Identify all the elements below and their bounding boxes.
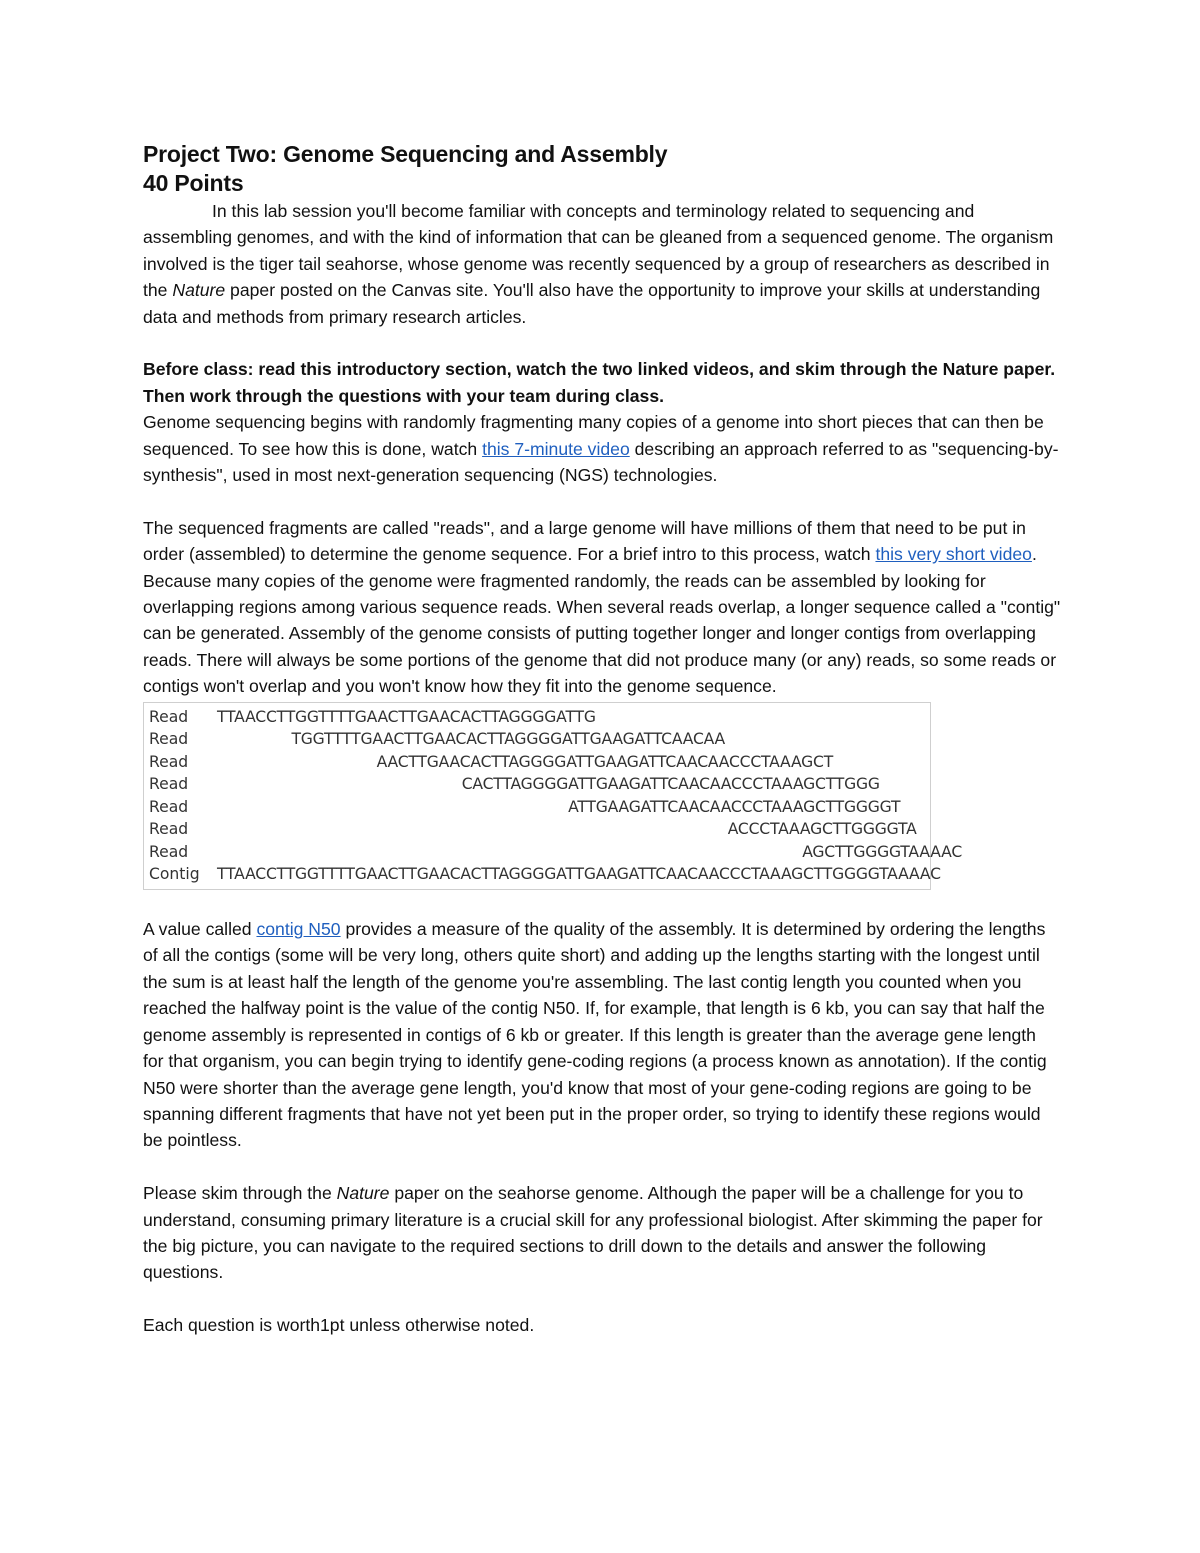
n50-text-1: A value called <box>143 919 257 940</box>
read-alignment-figure <box>143 702 963 890</box>
n50-paragraph <box>143 916 1061 1154</box>
points-text: 40 Points <box>143 170 244 196</box>
read-label: Read <box>149 775 189 794</box>
skim-paragraph <box>143 1180 1061 1286</box>
intro-text-2: paper posted on the Canvas site. You'll also have the opportunity to improve your skills at understanding data and methods from primary research articles. <box>143 280 1041 327</box>
short-video-link[interactable]: this very short video <box>875 544 1032 565</box>
read-sequence: CACTTAGGGGATTGAAGATTCAACAACCCTAAAGCTTGGG <box>461 775 880 794</box>
read-sequence: TGGTTTTGAACTTGAACACTTAGGGGATTGAAGATTCAACAA <box>291 730 726 749</box>
contig-label: Contig <box>149 865 200 884</box>
intro-paragraph <box>143 198 1061 330</box>
reads-text-2: . Because many copies of the genome were fragmented randomly, the reads can be assembled by looking for overlapping regions among various sequence reads. When several reads overlap, a longer sequence called a "contig" can be generated. Assembly of the genome consists of putting together longer and longer contigs from overlapping reads. There will always be some portions of the genome that did not produce many (or any) reads, so some reads or contigs won't overlap and you won't know how they fit into the genome sequence. <box>143 544 1061 697</box>
document-title <box>143 140 1061 198</box>
read-sequence: AGCTTGGGGTAAAAC <box>802 842 963 861</box>
sequencing-text-1: Genome sequencing begins with randomly fragmenting many copies of a genome into short pieces that can then be sequenced. To see how this is done, watch <box>143 412 1044 459</box>
read-sequence: ACCCTAAAGCTTGGGGTA <box>727 820 917 839</box>
skim-text-2: paper on the seahorse genome. Although the paper will be a challenge for you to understand, consuming primary literature is a crucial skill for any professional biologist. After skimming the paper for the big picture, you can navigate to the required sections to drill down to the details and answer the following questions. <box>143 1183 1043 1283</box>
read-label: Read <box>149 707 189 726</box>
read-sequence: ATTGAAGATTCAACAACCCTAAAGCTTGGGGT <box>568 797 901 816</box>
intro-nature-italic: Nature <box>172 280 226 301</box>
read-sequence: AACTTGAACACTTAGGGGATTGAAGATTCAACAACCCTAAAGCT <box>376 752 834 771</box>
contig-n50-link[interactable]: contig N50 <box>256 919 341 940</box>
read-row <box>149 773 930 796</box>
sequencing-text-2: describing an approach referred to as "sequencing-by-synthesis", used in most next-generation sequencing (NGS) technologies. <box>143 438 1059 486</box>
n50-text-2: provides a measure of the quality of the assembly. It is determined by ordering the lengths of all the contigs (some will be very long, others quite short) and adding up the lengths starting with the longest until the sum is at least half the length of the genome you're assembling. The last contig length you counted when you reached the halfway point is the value of the contig N50. If, for example, that length is 6 kb, you can say that half the genome assembly is represented in contigs of 6 kb or greater. If this length is greater than the average gene length for that organism, you can begin trying to identify gene-coding regions (a process known as annotation). If the contig N50 were shorter than the average gene length, you'd know that most of your gene-coding regions are going to be spanning different fragments that have not yet been put in the proper order, so trying to identify these regions would be pointless. <box>143 919 1047 1151</box>
title-text: Project Two: Genome Sequencing and Assembly <box>143 141 668 167</box>
reads-paragraph <box>143 515 1061 700</box>
sequencing-paragraph <box>143 409 1061 488</box>
seven-minute-video-link[interactable]: this 7-minute video <box>482 438 630 459</box>
intro-text-1: In this lab session you'll become familiar with concepts and terminology related to sequencing and assembling genomes, and with the kind of information that can be gleaned from a sequenced genome. The organism involved is the tiger tail seahorse, whose genome was recently sequenced by a group of researchers as described in the <box>143 201 1054 301</box>
read-row <box>149 818 930 841</box>
skim-nature-italic: Nature <box>336 1183 390 1204</box>
read-label: Read <box>149 730 189 749</box>
skim-text-1: Please skim through the <box>143 1183 337 1204</box>
points-note: Each question is worth1pt unless otherwise noted. <box>143 1315 535 1336</box>
contig-row <box>149 863 941 886</box>
read-row <box>149 751 930 774</box>
read-label: Read <box>149 752 189 771</box>
reads-text-1: The sequenced fragments are called "reads", and a large genome will have millions of them that need to be put in order (assembled) to determine the genome sequence. For a brief intro to this process, watch <box>143 517 1026 565</box>
read-label: Read <box>149 820 189 839</box>
document-page <box>143 140 1061 1339</box>
contig-sequence: TTAACCTTGGTTTTGAACTTGAACACTTAGGGGATTGAAGATTCAACAACCCTAAAGCTTGGGGTAAAAC <box>217 865 941 884</box>
read-row <box>149 728 930 751</box>
read-label: Read <box>149 797 189 816</box>
read-row <box>149 706 930 729</box>
read-row <box>149 796 930 819</box>
before-class-instructions: Before class: read this introductory section, watch the two linked videos, and skim through the Nature paper. Then work through the questions with your team during class. <box>143 359 1056 406</box>
read-row <box>149 841 963 864</box>
read-sequence: TTAACCTTGGTTTTGAACTTGAACACTTAGGGGATTG <box>217 707 596 726</box>
read-label: Read <box>149 842 189 861</box>
